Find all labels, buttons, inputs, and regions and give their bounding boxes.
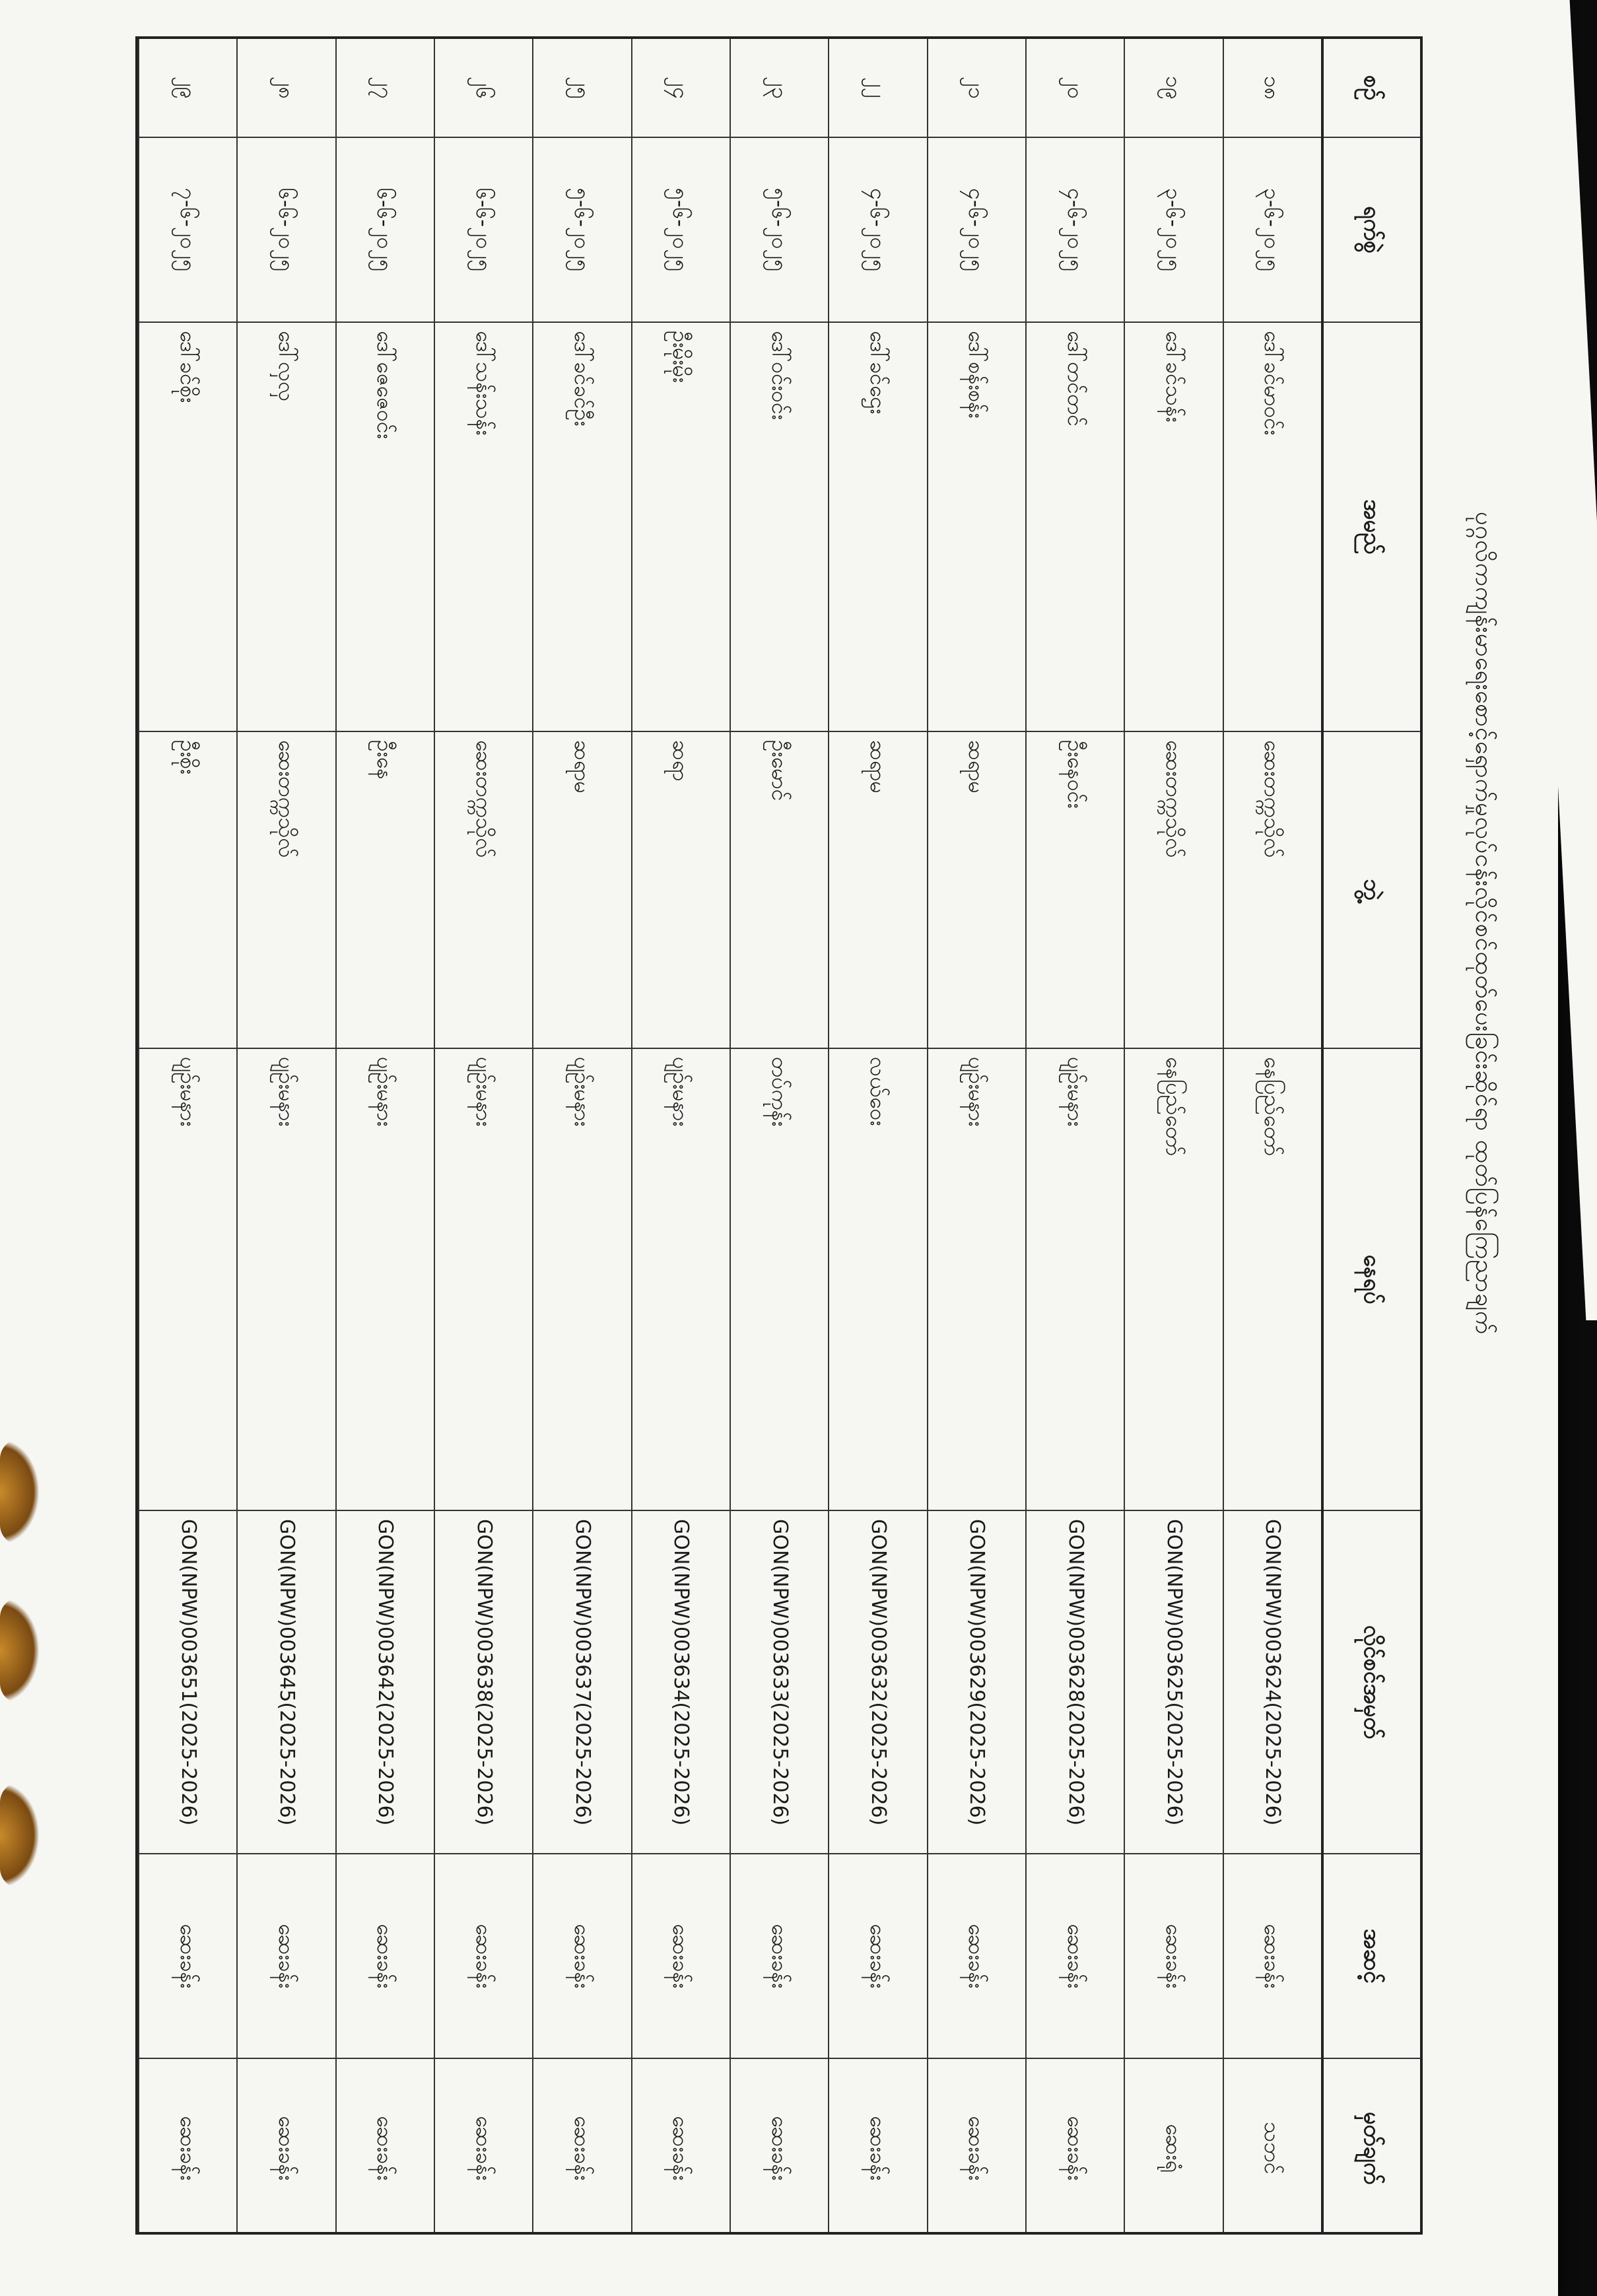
cell-address: ပျဉ်းမနား xyxy=(139,1049,236,1511)
cell-name: ဒေါ်သန်းသန်း xyxy=(435,323,532,732)
cell-school: ဦးနေဝင်း xyxy=(1027,732,1124,1049)
table-row xyxy=(236,39,335,2232)
cell-school: ဦးမောင် xyxy=(731,732,828,1049)
cell-license: GON(NPW)003634(2025-2026) xyxy=(632,1511,730,1854)
rotated-document xyxy=(122,36,1502,2235)
cell-address: ပျဉ်းမနား xyxy=(1027,1049,1124,1511)
cell-phase: ဆေးခန်း xyxy=(139,1854,236,2059)
cell-no: ၂၂ xyxy=(829,39,926,138)
table-row xyxy=(730,39,828,2232)
cell-date: ၆-၆-၂၀၂၅ xyxy=(435,138,532,323)
cell-name: ဒေါ်ခင်ဌေး xyxy=(829,323,926,732)
cell-address: နေပြည်တော် xyxy=(1224,1049,1321,1511)
cell-name: ဒေါ်ဇေဇေဝင်း xyxy=(337,323,434,732)
cell-phase: ဆေးခန်း xyxy=(533,1854,630,2059)
cell-date: ၅-၆-၂၀၂၅ xyxy=(632,138,730,323)
cell-date: ၆-၆-၂၀၂၅ xyxy=(238,138,335,323)
cell-address: ပျဉ်းမနား xyxy=(435,1049,532,1511)
document-title: ပုဂ္ဂလိကကျန်းမာရေးစောင့်ရှောက်မှုလုပ်ငန်းလိုင်စင်ထုတ်ပေးခြင်းဆိုင်ရာ ထုတ်ပြန်ကြေညာချက် xyxy=(1470,512,1497,1335)
table-row xyxy=(828,39,926,2232)
cell-remark: ဆေးခန်း xyxy=(372,2116,398,2180)
cell-no: ၁၈ xyxy=(1224,39,1321,138)
cell-phase: ဆေးခန်း xyxy=(435,1854,532,2059)
cell-address: နေပြည်တော် xyxy=(1125,1049,1222,1511)
cell-school: ဦးစိုး xyxy=(139,732,236,1049)
header-date: ရက်စွဲ xyxy=(1324,138,1420,323)
cell-no: ၂၄ xyxy=(632,39,730,138)
cell-no: ၂၈ xyxy=(238,39,335,138)
cell-name: ဒေါ်ခင်မာဝင်း xyxy=(1224,323,1321,732)
cell-school: ဆရာမ xyxy=(829,732,926,1049)
cell-date: ၇-၆-၂၀၂၅ xyxy=(139,138,236,323)
cell-name: ဒေါ်ခင်ခင်ဦး xyxy=(533,323,630,732)
cell-address: တပ်ကုန်း xyxy=(731,1049,828,1511)
cell-no: ၂၅ xyxy=(533,39,630,138)
cell-remark: ဆေးခန်း xyxy=(866,2116,891,2180)
cell-no: ၂၃ xyxy=(731,39,828,138)
table-row xyxy=(1025,39,1124,2232)
cell-school: ဆေးတက္ကသိုလ် xyxy=(1224,732,1321,1049)
cell-school: ဆရာမ xyxy=(928,732,1025,1049)
cell-license: GON(NPW)003629(2025-2026) xyxy=(928,1511,1025,1854)
cell-license: GON(NPW)003633(2025-2026) xyxy=(731,1511,828,1854)
cell-remark: ဆေးခန်း xyxy=(175,2116,201,2180)
cell-school: ဦးနေ xyxy=(337,732,434,1049)
cell-name: ဒေါ်ခင်သန်း xyxy=(1125,323,1222,732)
table-row xyxy=(532,39,630,2232)
cell-license: GON(NPW)003625(2025-2026) xyxy=(1125,1511,1222,1854)
table-row xyxy=(631,39,730,2232)
cell-remark: ဆေးခန်း xyxy=(570,2116,595,2180)
cell-phase: ဆေးခန်း xyxy=(928,1854,1025,2059)
cell-school: ဆေးတက္ကသိုလ် xyxy=(1125,732,1222,1049)
cell-phase: ဆေးခန်း xyxy=(632,1854,730,2059)
cell-license: GON(NPW)003624(2025-2026) xyxy=(1224,1511,1321,1854)
header-no: စဉ် xyxy=(1324,39,1420,138)
cell-school: ဆေးတက္ကသိုလ် xyxy=(435,732,532,1049)
header-school: ဘွဲ့ xyxy=(1324,732,1420,1049)
cell-license: GON(NPW)003638(2025-2026) xyxy=(435,1511,532,1854)
cell-phase: ဆေးခန်း xyxy=(1125,1854,1222,2059)
cell-remark: ဆေးခန်း xyxy=(1062,2116,1088,2180)
cell-name: ဒေါ်ခင်စိုး xyxy=(139,323,236,732)
cell-remark: ဆေးခန်း xyxy=(668,2116,694,2180)
cell-name: ဒေါ်ဝင်းဝင်း xyxy=(731,323,828,732)
cell-phase: ဆေးခန်း xyxy=(1027,1854,1124,2059)
cell-no: ၂၉ xyxy=(139,39,236,138)
cell-no: ၁၉ xyxy=(1125,39,1222,138)
header-phase: အဆင့် xyxy=(1324,1854,1420,2059)
background-object xyxy=(0,1782,40,1888)
cell-date: ၅-၆-၂၀၂၅ xyxy=(533,138,630,323)
cell-address: ပျဉ်းမနား xyxy=(337,1049,434,1511)
cell-phase: ဆေးခန်း xyxy=(238,1854,335,2059)
cell-remark: ဆေးရုံ xyxy=(1161,2124,1187,2173)
cell-remark: ဆေးခန်း xyxy=(766,2116,792,2180)
cell-address: ပျဉ်းမနား xyxy=(238,1049,335,1511)
cell-name: ဒေါ်လှလှ xyxy=(238,323,335,732)
cell-date: ၃-၆-၂၀၂၅ xyxy=(1125,138,1222,323)
cell-phase: ဆေးခန်း xyxy=(731,1854,828,2059)
header-name: အမည် xyxy=(1324,323,1420,732)
cell-phase: ဆေးခန်း xyxy=(1224,1854,1321,2059)
cell-license: GON(NPW)003632(2025-2026) xyxy=(829,1511,926,1854)
cell-address: ပျဉ်းမနား xyxy=(533,1049,630,1511)
header-license: လိုင်စင်အမှတ် xyxy=(1324,1511,1420,1854)
table-row xyxy=(1223,39,1321,2232)
cell-license: GON(NPW)003637(2025-2026) xyxy=(533,1511,630,1854)
cell-address: လယ်ဝေး xyxy=(829,1049,926,1511)
cell-name: ဦးမိုးမိုး xyxy=(632,323,730,732)
cell-date: ၄-၆-၂၀၂၅ xyxy=(829,138,926,323)
header-remark: မှတ်ချက် xyxy=(1359,2111,1385,2185)
table-row xyxy=(927,39,1025,2232)
cell-remark: ဆေးခန်း xyxy=(274,2116,300,2180)
cell-address: ပျဉ်းမနား xyxy=(632,1049,730,1511)
cell-school: ဆေးတက္ကသိုလ် xyxy=(238,732,335,1049)
cell-remark: ဆေးခန်း xyxy=(964,2116,990,2180)
cell-address: ပျဉ်းမနား xyxy=(928,1049,1025,1511)
cell-name: ဒေါ်တင်တင် xyxy=(1027,323,1124,732)
cell-phase: ဆေးခန်း xyxy=(829,1854,926,2059)
cell-license: GON(NPW)003642(2025-2026) xyxy=(337,1511,434,1854)
cell-remark: သဘင် xyxy=(1260,2122,1285,2175)
table-row xyxy=(1124,39,1222,2232)
cell-remark: ဆေးခန်း xyxy=(471,2116,496,2180)
cell-date: ၅-၆-၂၀၂၅ xyxy=(731,138,828,323)
table-row xyxy=(138,39,236,2232)
cell-date: ၄-၆-၂၀၂၅ xyxy=(1027,138,1124,323)
cell-license: GON(NPW)003645(2025-2026) xyxy=(238,1511,335,1854)
cell-license: GON(NPW)003651(2025-2026) xyxy=(139,1511,236,1854)
cell-date: ၃-၆-၂၀၂၅ xyxy=(1224,138,1321,323)
table-row xyxy=(335,39,434,2232)
cell-name: ဒေါ်စန်းစန်း xyxy=(928,323,1025,732)
cell-school: ဆရာမ xyxy=(533,732,630,1049)
background-object xyxy=(0,1598,40,1703)
cell-school: ဆရာ xyxy=(632,732,730,1049)
cell-no: ၂၀ xyxy=(1027,39,1124,138)
header-address: နေရပ် xyxy=(1324,1049,1420,1511)
cell-license: GON(NPW)003628(2025-2026) xyxy=(1027,1511,1124,1854)
data-table xyxy=(135,36,1423,2235)
cell-no: ၂၁ xyxy=(928,39,1025,138)
cell-no: ၂၆ xyxy=(435,39,532,138)
table-header-row xyxy=(1321,39,1420,2232)
background-object xyxy=(0,1439,40,1545)
cell-date: ၄-၆-၂၀၂၅ xyxy=(928,138,1025,323)
cell-phase: ဆေးခန်း xyxy=(337,1854,434,2059)
table-row xyxy=(434,39,532,2232)
cell-no: ၂၇ xyxy=(337,39,434,138)
cell-date: ၆-၆-၂၀၂၅ xyxy=(337,138,434,323)
